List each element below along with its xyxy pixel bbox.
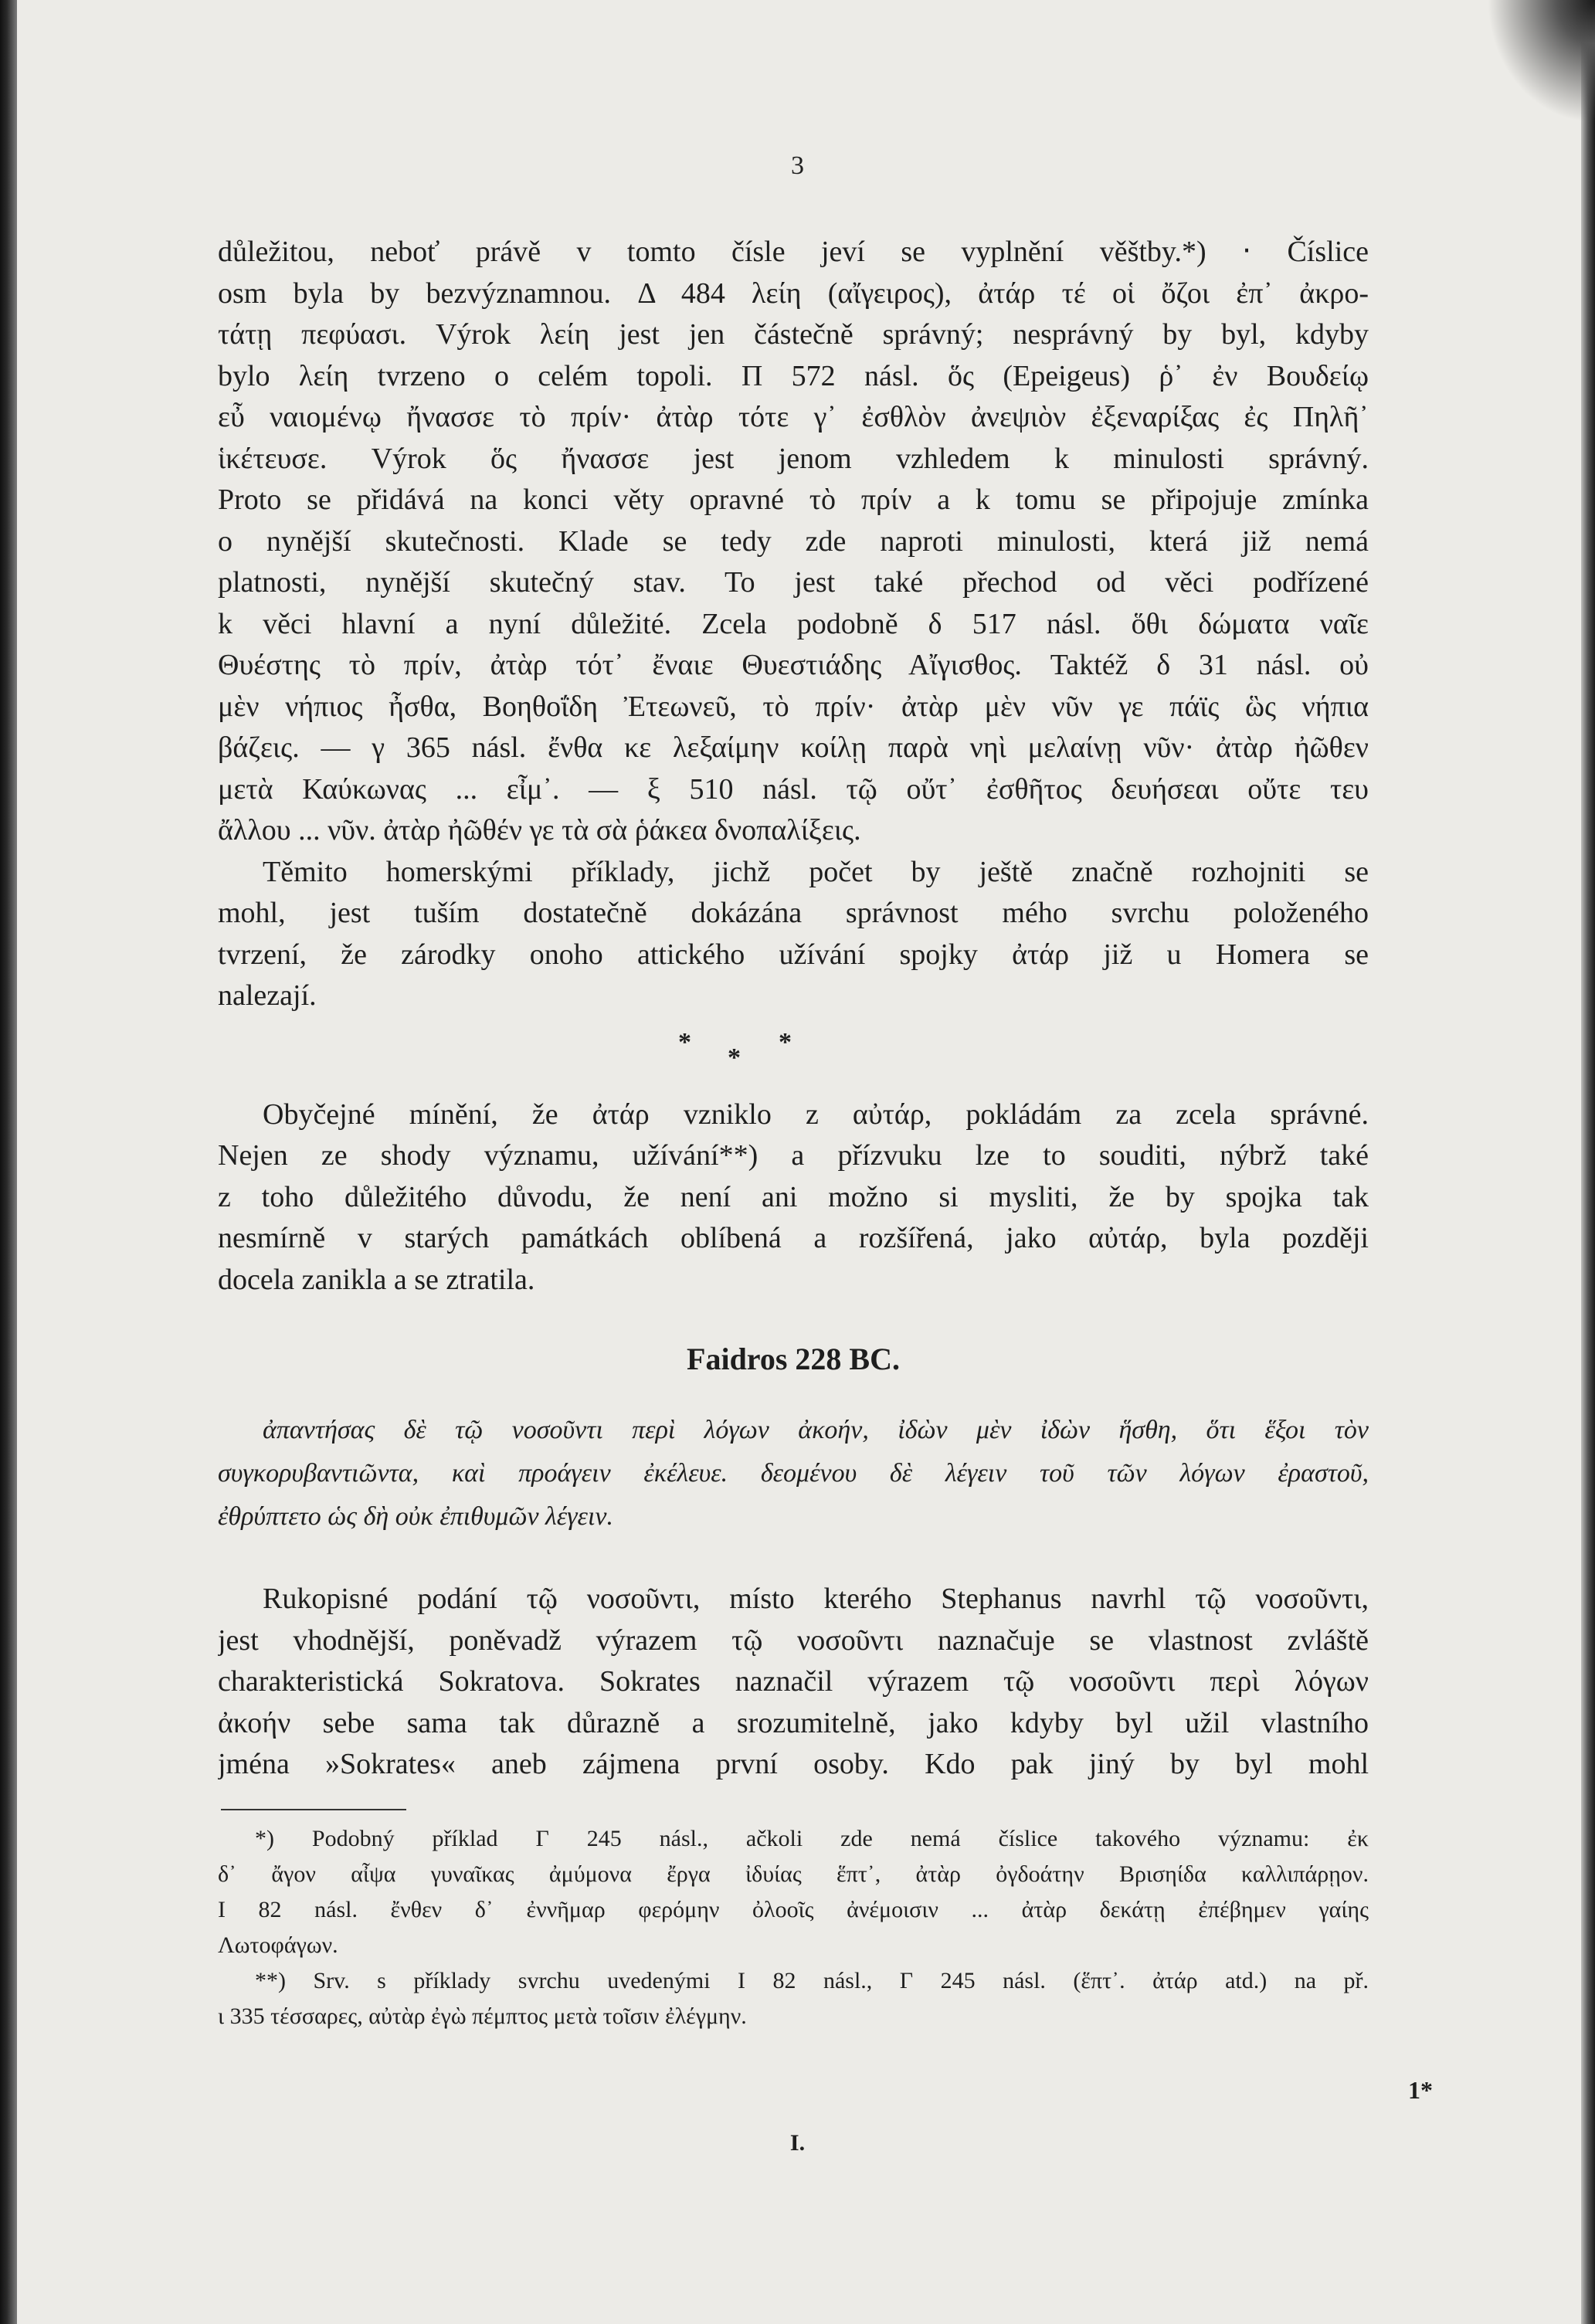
text-line: k věci hlavní a nyní důležité. Zcela podobně δ 517 násl. ὅθι δώματα ναῖε (218, 607, 1369, 640)
text-line: Λωτοφάγων. (218, 1932, 338, 1958)
text-line: platnosti, nynější skutečný stav. To jest také přechod od věci podřízené (218, 566, 1369, 599)
sheet-number: I. (789, 2130, 806, 2156)
greek-quote (218, 1409, 1369, 1539)
text-line: μὲν νήπιος ἦσθα, Βοηθοΐδη Ἐτεωνεῦ, τὸ πρίν· ἀτὰρ μὲν νῦν γε πάϊς ὣς νήπια (218, 690, 1369, 723)
text-line: τάτῃ πεφύασι. Výrok λείη jest jen částečně správný; nesprávný by byl, kdyby (218, 318, 1369, 351)
footnotes (218, 1821, 1369, 2034)
text-line: nalezají. (218, 979, 317, 1012)
footnote-divider (221, 1809, 406, 1810)
text-line: ἱκέτευσε. Výrok ὅς ἤνασσε jest jenom vzhledem k minulosti správný. (218, 442, 1369, 475)
scan-edge-left (0, 0, 17, 2324)
asterism-star: * (678, 1027, 691, 1057)
text-line: ἄλλου ... νῦν. ἀτὰρ ἠῶθέν γε τὰ σὰ ῥάκεα δνοπαλίξεις. (218, 814, 861, 846)
scan-corner-shadow (1487, 0, 1595, 124)
text-line: bylo λείη tvrzeno o celém topoli. Π 572 násl. ὅς (Epeigeus) ῥ᾽ ἐν Βουδείῳ (218, 359, 1369, 392)
paragraph-3 (218, 1094, 1369, 1301)
text-line: osm byla by bezvýznamnou. Δ 484 λείη (αἴγειρος), ἀτάρ τέ οἱ ὄζοι ἐπ᾽ ἀκρο- (218, 277, 1369, 310)
asterism-divider (218, 1020, 1369, 1094)
text-line: συγκορυβαντιῶντα, καὶ προάγειν ἐκέλευε. δεομένου δὲ λέγειν τοῦ τῶν λόγων ἐραστοῦ, (218, 1459, 1369, 1488)
text-line: δ᾽ ἄγον αἶψα γυναῖκας ἀμύμονα ἔργα ἰδυίας ἕπτ᾽, ἀτὰρ ὀγδοάτην Βρισηίδα καλλιπάρῃον. (218, 1861, 1369, 1887)
text-line: tvrzení, že zárodky onoho attického užívání spojky ἀτάρ již u Homera se (218, 938, 1369, 971)
text-line: βάζεις. — γ 365 násl. ἔνθα κε λεξαίμην κοίλῃ παρὰ νηὶ μελαίνῃ νῦν· ἀτὰρ ἠῶθεν (218, 731, 1369, 764)
signature-mark: 1* (1408, 2076, 1433, 2104)
text-line: mohl, jest tuším dostatečně dokázána správnost mého svrchu položeného (218, 897, 1369, 929)
text-line: Těmito homerskými příklady, jichž počet by ještě značně rozhojniti se (263, 855, 1369, 888)
text-line: Nejen ze shody významu, užívání**) a přízvuku lze to souditi, nýbrž také (218, 1139, 1369, 1172)
text-line: **) Srv. s příklady svrchu uvedenými Ι 82 násl., Γ 245 násl. (ἕπτ᾽. ἀτάρ atd.) na př. (255, 1967, 1369, 1993)
text-line: z toho důležitého důvodu, že není ani možno si mysliti, že by spojka tak (218, 1180, 1369, 1213)
text-line: docela zanikla a se ztratila. (218, 1263, 535, 1296)
text-line: důležitou, neboť právě v tomto čísle jeví se vyplnění věštby.*) ‧ Číslice (218, 236, 1369, 268)
text-line: εὖ ναιομένῳ ἤνασσε τὸ πρίν· ἀτὰρ τότε γ᾽ ἐσθλὸν ἀνεψιὸν ἐξεναρίξας ἐς Πηλῆ᾽ (218, 401, 1369, 433)
scan-edge-right (1581, 0, 1595, 2324)
text-line: μετὰ Καύκωνας ... εἶμ᾽. — ξ 510 násl. τῷ οὔτ᾽ ἐσθῆτος δευήσεαι οὔτε τευ (218, 772, 1369, 806)
paragraph-4 (218, 1579, 1369, 1786)
text-line: ἐθρύπτετο ὡς δὴ οὐκ ἐπιθυμῶν λέγειν. (218, 1502, 613, 1531)
section-heading: Faidros 228 BC. (687, 1342, 900, 1376)
text-line: Proto se přidává na konci věty opravné τὸ πρίν a k tomu se připojuje zmínka (218, 483, 1369, 516)
text-line: *) Podobný příklad Γ 245 násl., ačkoli zde nemá číslice takového významu: ἐκ (255, 1825, 1369, 1851)
text-line: charakteristická Sokratova. Sokrates naznačil výrazem τῷ νοσοῦντι περὶ λόγων (218, 1665, 1369, 1698)
text-line: ἀκοήν sebe sama tak důrazně a srozumitelně, jako kdyby byl užil vlastního (218, 1706, 1369, 1739)
text-line: Ι 82 násl. ἔνθεν δ᾽ ἐννῆμαρ φερόμην ὀλοοῖς ἀνέμοισιν ... ἀτὰρ δεκάτῃ ἐπέβημεν γαίης (218, 1896, 1369, 1922)
paragraph-1 (218, 232, 1369, 852)
page-number: 3 (791, 151, 804, 180)
text-line: ἀπαντήσας δὲ τῷ νοσοῦντι περὶ λόγων ἀκοήν, ἰδὼν μὲν ἰδὼν ἥσθη, ὅτι ἕξοι τὸν (263, 1416, 1369, 1444)
text-line: Θυέστης τὸ πρίν, ἀτὰρ τότ᾽ ἔναιε Θυεστιάδης Αἴγισθος. Taktéž δ 31 násl. οὐ (218, 649, 1369, 681)
asterism-star: * (779, 1027, 792, 1057)
page-body (218, 232, 1369, 2034)
paragraph-2 (218, 852, 1369, 1017)
text-line: o nynější skutečnosti. Klade se tedy zde naproti minulosti, která již nemá (218, 524, 1369, 558)
asterism-star: * (728, 1043, 741, 1072)
text-line: jména »Sokrates« aneb zájmena první osoby. Kdo pak jiný by byl mohl (218, 1748, 1369, 1780)
text-line: ι 335 τέσσαρες, αὐτὰρ ἐγὼ πέμπτος μετὰ τοῖσιν ἐλέγμην. (218, 2003, 747, 2029)
text-line: jest vhodnější, poněvadž výrazem τῷ νοσοῦντι naznačuje se vlastnost zvláště (218, 1623, 1369, 1657)
text-line: Obyčejné mínění, že ἀτάρ vzniklo z αὐτάρ, pokládám za zcela správné. (263, 1098, 1369, 1131)
text-line: Rukopisné podání τῷ νοσοῦντι, místo kterého Stephanus navrhl τῷ νοσοῦντι, (263, 1583, 1369, 1615)
text-line: nesmírně v starých památkách oblíbená a rozšířená, jako αὐτάρ, byla později (218, 1222, 1369, 1254)
